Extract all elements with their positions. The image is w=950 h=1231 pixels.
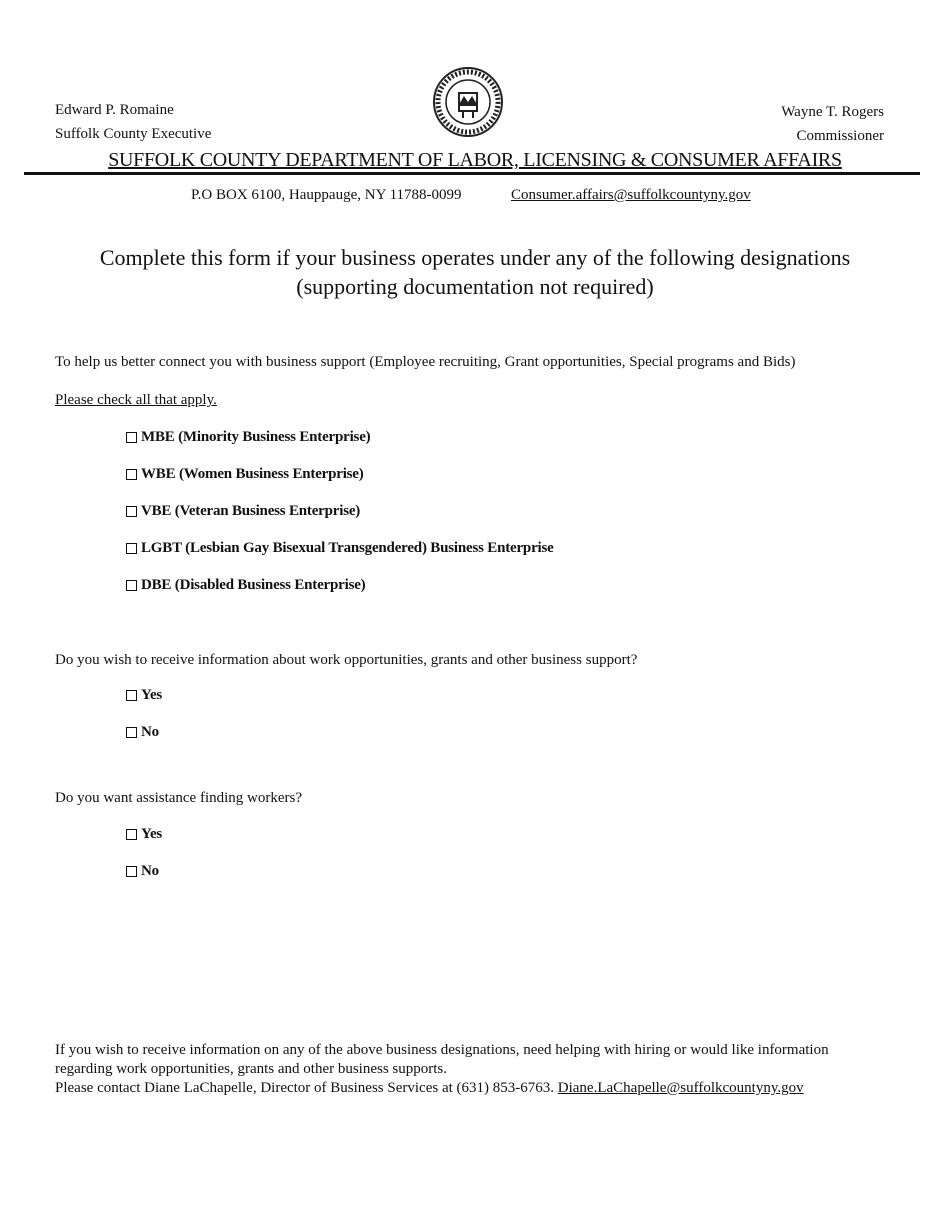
executive-title: Suffolk County Executive [55, 126, 212, 142]
designation-mbe-option[interactable] [126, 429, 370, 446]
form-heading-line2: (supporting documentation not required) [296, 274, 654, 299]
footer-line2: regarding work opportunities, grants and other business supports. [55, 1061, 448, 1077]
checkbox-icon[interactable] [126, 543, 137, 554]
commissioner-name: Wayne T. Rogers [781, 104, 884, 120]
checkbox-icon[interactable] [126, 829, 137, 840]
footer-line3 [55, 1079, 829, 1098]
designation-label: DBE (Disabled Business Enterprise) [141, 577, 366, 593]
designation-label: LGBT (Lesbian Gay Bisexual Transgendered) Business Enterprise [141, 540, 554, 556]
department-title: SUFFOLK COUNTY DEPARTMENT OF LABOR, LICENSING & CONSUMER AFFAIRS [108, 149, 842, 171]
designation-label: MBE (Minority Business Enterprise) [141, 429, 371, 445]
workers-no-option[interactable] [126, 863, 159, 880]
county-seal-icon [432, 66, 504, 138]
checkbox-icon[interactable] [126, 580, 137, 591]
yes-label: Yes [141, 826, 163, 842]
designation-label: WBE (Women Business Enterprise) [141, 466, 364, 482]
checkbox-icon[interactable] [126, 432, 137, 443]
commissioner-title: Commissioner [796, 128, 884, 144]
workers-yes-option[interactable] [126, 826, 162, 843]
county-executive-block [55, 98, 211, 146]
designation-dbe-option[interactable] [126, 577, 365, 594]
form-heading [0, 243, 950, 301]
no-label: No [141, 724, 159, 740]
designation-label: VBE (Veteran Business Enterprise) [141, 503, 361, 519]
header-divider [24, 172, 920, 175]
check-all-instruction: Please check all that apply. [55, 392, 217, 408]
designation-wbe-option[interactable] [126, 466, 364, 483]
consumer-affairs-email-link[interactable]: Consumer.affairs@suffolkcountyny.gov [511, 187, 751, 203]
designation-lgbt-option[interactable] [126, 540, 554, 557]
checkbox-icon[interactable] [126, 727, 137, 738]
work-opportunities-question: Do you wish to receive information about work opportunities, grants and other business support? [55, 652, 638, 668]
checkbox-icon[interactable] [126, 690, 137, 701]
executive-name: Edward P. Romaine [55, 102, 174, 118]
info-no-option[interactable] [126, 724, 159, 741]
contact-footer [55, 1041, 829, 1098]
footer-line1: If you wish to receive information on any of the above business designations, need helping with hiring or would like information [55, 1042, 829, 1058]
mailing-address: P.O BOX 6100, Hauppauge, NY 11788-0099 [191, 187, 462, 203]
footer-contact-text: Please contact Diane LaChapelle, Director of Business Services at (631) 853-6763. [55, 1080, 555, 1096]
checkbox-icon[interactable] [126, 506, 137, 517]
info-yes-option[interactable] [126, 687, 162, 704]
no-label: No [141, 863, 159, 879]
commissioner-block [781, 100, 884, 148]
checkbox-icon[interactable] [126, 866, 137, 877]
yes-label: Yes [141, 687, 163, 703]
contact-email-link[interactable]: Diane.LaChapelle@suffolkcountyny.gov [557, 1080, 804, 1096]
checkbox-icon[interactable] [126, 469, 137, 480]
form-heading-line1: Complete this form if your business operates under any of the following designations [99, 245, 851, 270]
workers-assistance-question: Do you want assistance finding workers? [55, 790, 303, 806]
designation-vbe-option[interactable] [126, 503, 360, 520]
intro-text: To help us better connect you with business support (Employee recruiting, Grant opportunities, Special programs and Bids) [55, 354, 796, 370]
